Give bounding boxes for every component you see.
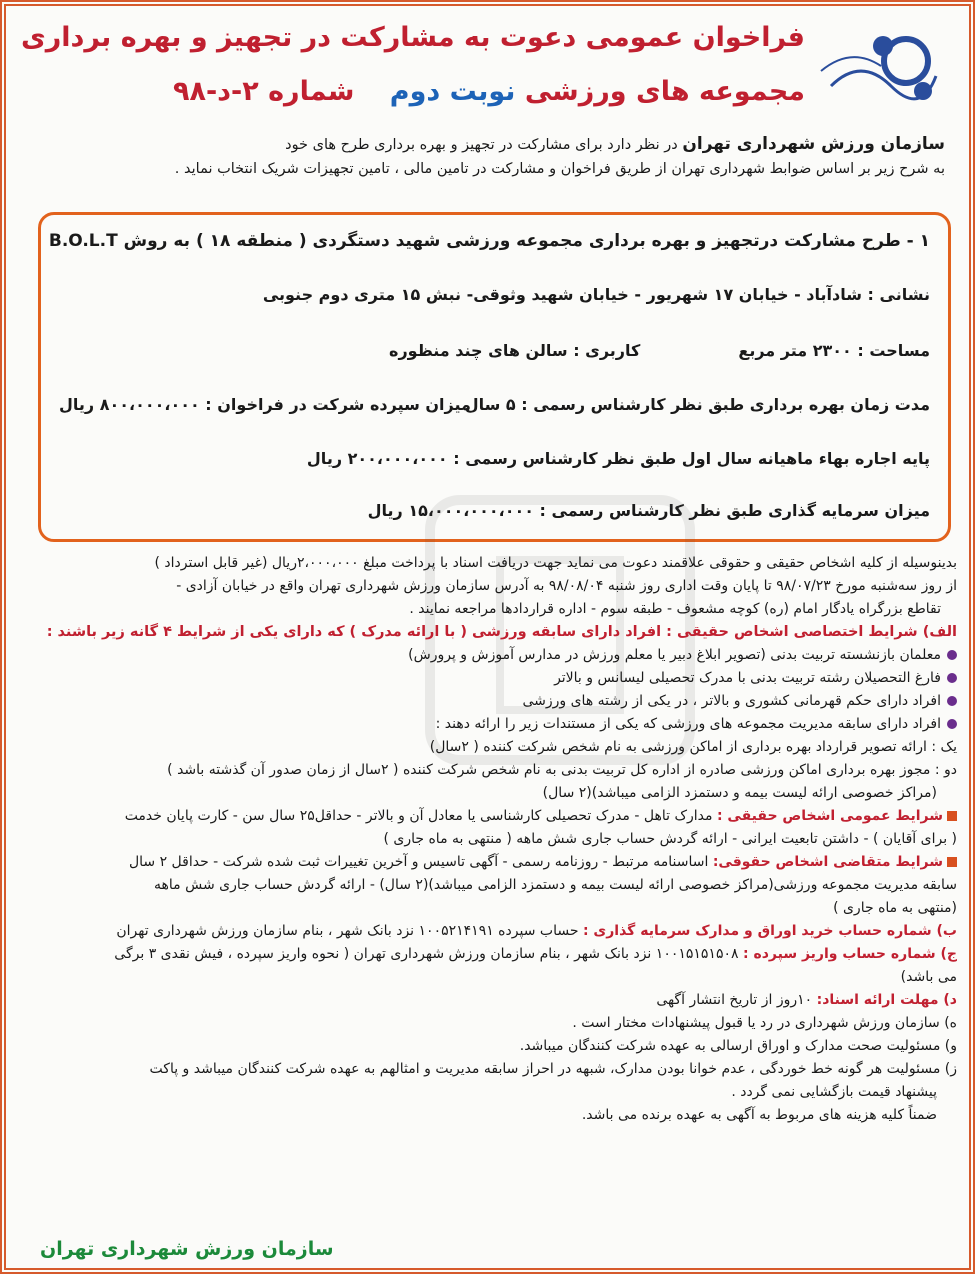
legal-conditions-cont: سابقه مدیریت مجموعه ورزشی(مراکز خصوصی ارائه لیست بیمه و دستمزد الزامی میباشد)(۲ سال) - ارائه گردش حساب جاری شش ماهه — [154, 877, 957, 893]
section-ze: ز) مسئولیت هر گونه خط خوردگی ، عدم خوانا بودن مدارک، شبهه در احراز سابقه مدیریت و امثالهم به عهده شرکت کنندگان میباشد و پاکت — [149, 1061, 957, 1077]
project-investment: میزان سرمایه گذاری طبق نظر کارشناس رسمی : ۱۵،۰۰۰،۰۰۰،۰۰۰ ریال — [367, 501, 930, 520]
project-duration-row — [59, 395, 930, 414]
footer-organization: سازمان ورزش شهرداری تهران — [40, 1238, 334, 1260]
bullet-item — [20, 667, 957, 690]
announcement-title: فراخوان عمومی دعوت به مشارکت در تجهیز و بهره برداری — [20, 22, 805, 53]
bullet-text-2: فارغ التحصیلان رشته تربیت بدنی با مدرک تحصیلی لیسانس و بالاتر — [554, 670, 941, 686]
section-jim — [20, 943, 957, 966]
section-jim-cont: می باشد) — [900, 969, 957, 985]
legal-conditions-label: شرایط متقاضی اشخاص حقوقی: — [712, 854, 943, 870]
square-bullet-icon — [947, 857, 957, 867]
square-bullet-icon — [947, 811, 957, 821]
project-rent: پایه اجاره بهاء ماهیانه سال اول طبق نظر کارشناس رسمی : ۲۰۰،۰۰۰،۰۰۰ ریال — [306, 449, 930, 468]
bullet-icon — [947, 650, 957, 660]
announcement-number: شماره ۲-د-۹۸ — [172, 76, 355, 107]
section-ze-cont: پیشنهاد قیمت بازگشایی نمی گردد . — [731, 1084, 937, 1100]
section-dal — [20, 989, 957, 1012]
body-para-3: تقاطع بزرگراه یادگار امام (ره) کوچه مشعوف - طبقه سوم - اداره قراردادها مراجعه نمایند . — [409, 601, 941, 617]
body-para-2: از روز سه‌شنبه مورخ ۹۸/۰۷/۲۳ تا پایان وقت اداری روز شنبه ۹۸/۰۸/۰۴ به آدرس سازمان ورزش شهرداری تهران واقع در خیابان آزادی - — [176, 578, 957, 594]
project-duration: مدت زمان بهره برداری طبق نظر کارشناس رسمی : ۵ سال — [464, 395, 930, 414]
general-conditions — [20, 805, 957, 828]
item-do: دو : مجوز بهره برداری اماکن ورزشی صادره از اداره کل تربیت بدنی به نام شخص شرکت کننده ( ۲سال از زمان صدور آن گذشته باشد ) — [167, 762, 957, 778]
section-be — [20, 920, 957, 943]
intro-paragraph — [20, 132, 945, 181]
project-usage: کاربری : سالن های چند منظوره — [389, 341, 641, 360]
header — [20, 8, 955, 120]
section-vav: و) مسئولیت صحت مدارک و اوراق ارسالی به عهده شرکت کنندگان میباشد. — [519, 1038, 957, 1054]
body-para-1: بدینوسیله از کلیه اشخاص حقیقی و حقوقی علاقمند دعوت می نماید جهت دریافت اسناد با پرداخت مبلغ ۲،۰۰۰،۰۰۰ریال (غیر قابل استرداد ) — [154, 555, 957, 571]
item-do-note: (مراکز خصوصی ارائه لیست بیمه و دستمزد الزامی میباشد)(۲ سال) — [542, 785, 937, 801]
section-alef: الف) شرایط اختصاصی اشخاص حقیقی : افراد دارای سابقه ورزشی ( با ارائه مدرک ) که دارای یکی از شرایط ۴ گانه زیر باشند : — [46, 624, 957, 640]
project-title: ۱ - طرح مشارکت درتجهیز و بهره برداری مجموعه ورزشی شهید دستگردی ( منطقه ۱۸ ) به روش B.O.L.T — [48, 231, 930, 251]
subtitle-sports-complexes: مجموعه های ورزشی — [524, 76, 805, 107]
bullet-text-4: افراد دارای سابقه مدیریت مجموعه های ورزشی که یکی از مستندات زیر را ارائه دهند : — [435, 716, 941, 732]
bullet-text-3: افراد دارای حکم قهرمانی کشوری و بالاتر ، در یکی از رشته های ورزشی — [522, 693, 941, 709]
general-conditions-label: شرایط عمومی اشخاص حقیقی : — [716, 808, 943, 824]
tehran-sports-organization-logo — [811, 16, 941, 121]
section-jim-text: ۱۰۰۱۵۱۵۱۵۰۸ نزد بانک شهر ، بنام سازمان ورزش شهرداری تهران ( نحوه واریز سپرده ، فیش نقدی ۳ برگی — [114, 946, 743, 962]
legal-conditions — [20, 851, 957, 874]
legal-conditions-cont-2: (منتهی به ماه جاری ) — [833, 900, 957, 916]
general-conditions-cont: ( برای آقایان ) - داشتن تابعیت ایرانی - ارائه گردش حساب جاری شش ماهه ( منتهی به ماه جاری ) — [383, 831, 957, 847]
intro-line-2: به شرح زیر بر اساس ضوابط شهرداری تهران از طریق فراخوان و مشارکت در تامین مالی ، تامین تجهیزات شریک انتخاب نماید . — [174, 161, 945, 177]
organization-name: سازمان ورزش شهرداری تهران — [682, 134, 945, 154]
conditions-body — [20, 552, 957, 1127]
bullet-item — [20, 713, 957, 736]
section-dal-label: د) مهلت ارائه اسناد: — [816, 992, 957, 1008]
legal-conditions-text: اساسنامه مرتبط - روزنامه رسمی - آگهی تاسیس و آخرین تغییرات ثبت شده شرکت - حداقل ۲ سال — [128, 854, 713, 870]
project-details-box — [38, 212, 951, 542]
section-he: ه) سازمان ورزش شهرداری در رد یا قبول پیشنهادات مختار است . — [572, 1015, 957, 1031]
announcement-subtitle — [173, 76, 805, 107]
item-yek: یک : ارائه تصویر قرارداد بهره برداری از اماکن ورزشی به نام شخص شرکت کننده ( ۲سال) — [429, 739, 957, 755]
section-be-text: حساب سپرده ۱۰۰۵۲۱۴۱۹۱ نزد بانک شهر ، بنام سازمان ورزش شهرداری تهران — [116, 923, 583, 939]
section-be-label: ب) شماره حساب خرید اوراق و مدارک سرمایه گذاری : — [582, 923, 957, 939]
bullet-icon — [947, 696, 957, 706]
section-dal-text: ۱۰روز از تاریخ انتشار آگهی — [656, 992, 817, 1008]
bullet-icon — [947, 719, 957, 729]
bullet-icon — [947, 673, 957, 683]
bullet-item — [20, 644, 957, 667]
intro-line-1: در نظر دارد برای مشارکت در تجهیز و بهره برداری طرح های خود — [285, 137, 683, 153]
project-area: مساحت : ۲۳۰۰ متر مربع — [738, 341, 930, 360]
subtitle-second-round: نوبت دوم — [389, 76, 516, 107]
bullet-text-1: معلمان بازنشسته تربیت بدنی (تصویر ابلاغ دبیر یا معلم ورزش در مدارس آموزش و پرورش) — [408, 647, 941, 663]
project-address: نشانی : شادآباد - خیابان ۱۷ شهریور - خیابان شهید وثوقی- نبش ۱۵ متری دوم جنوبی — [262, 285, 930, 304]
general-conditions-text: مدارک تاهل - مدرک تحصیلی کارشناسی یا معادل آن و بالاتر - حداقل۲۵ سال سن - کارت پایان خدمت — [124, 808, 717, 824]
section-jim-label: ج) شماره حساب واریز سپرده : — [742, 946, 957, 962]
final-note: ضمناً کلیه هزینه های مربوط به آگهی به عهده برنده می باشد. — [581, 1107, 937, 1123]
project-area-row — [59, 341, 930, 360]
project-deposit: میزان سپرده شرکت در فراخوان : ۸۰۰،۰۰۰،۰۰۰ ریال — [59, 395, 471, 414]
bullet-item — [20, 690, 957, 713]
